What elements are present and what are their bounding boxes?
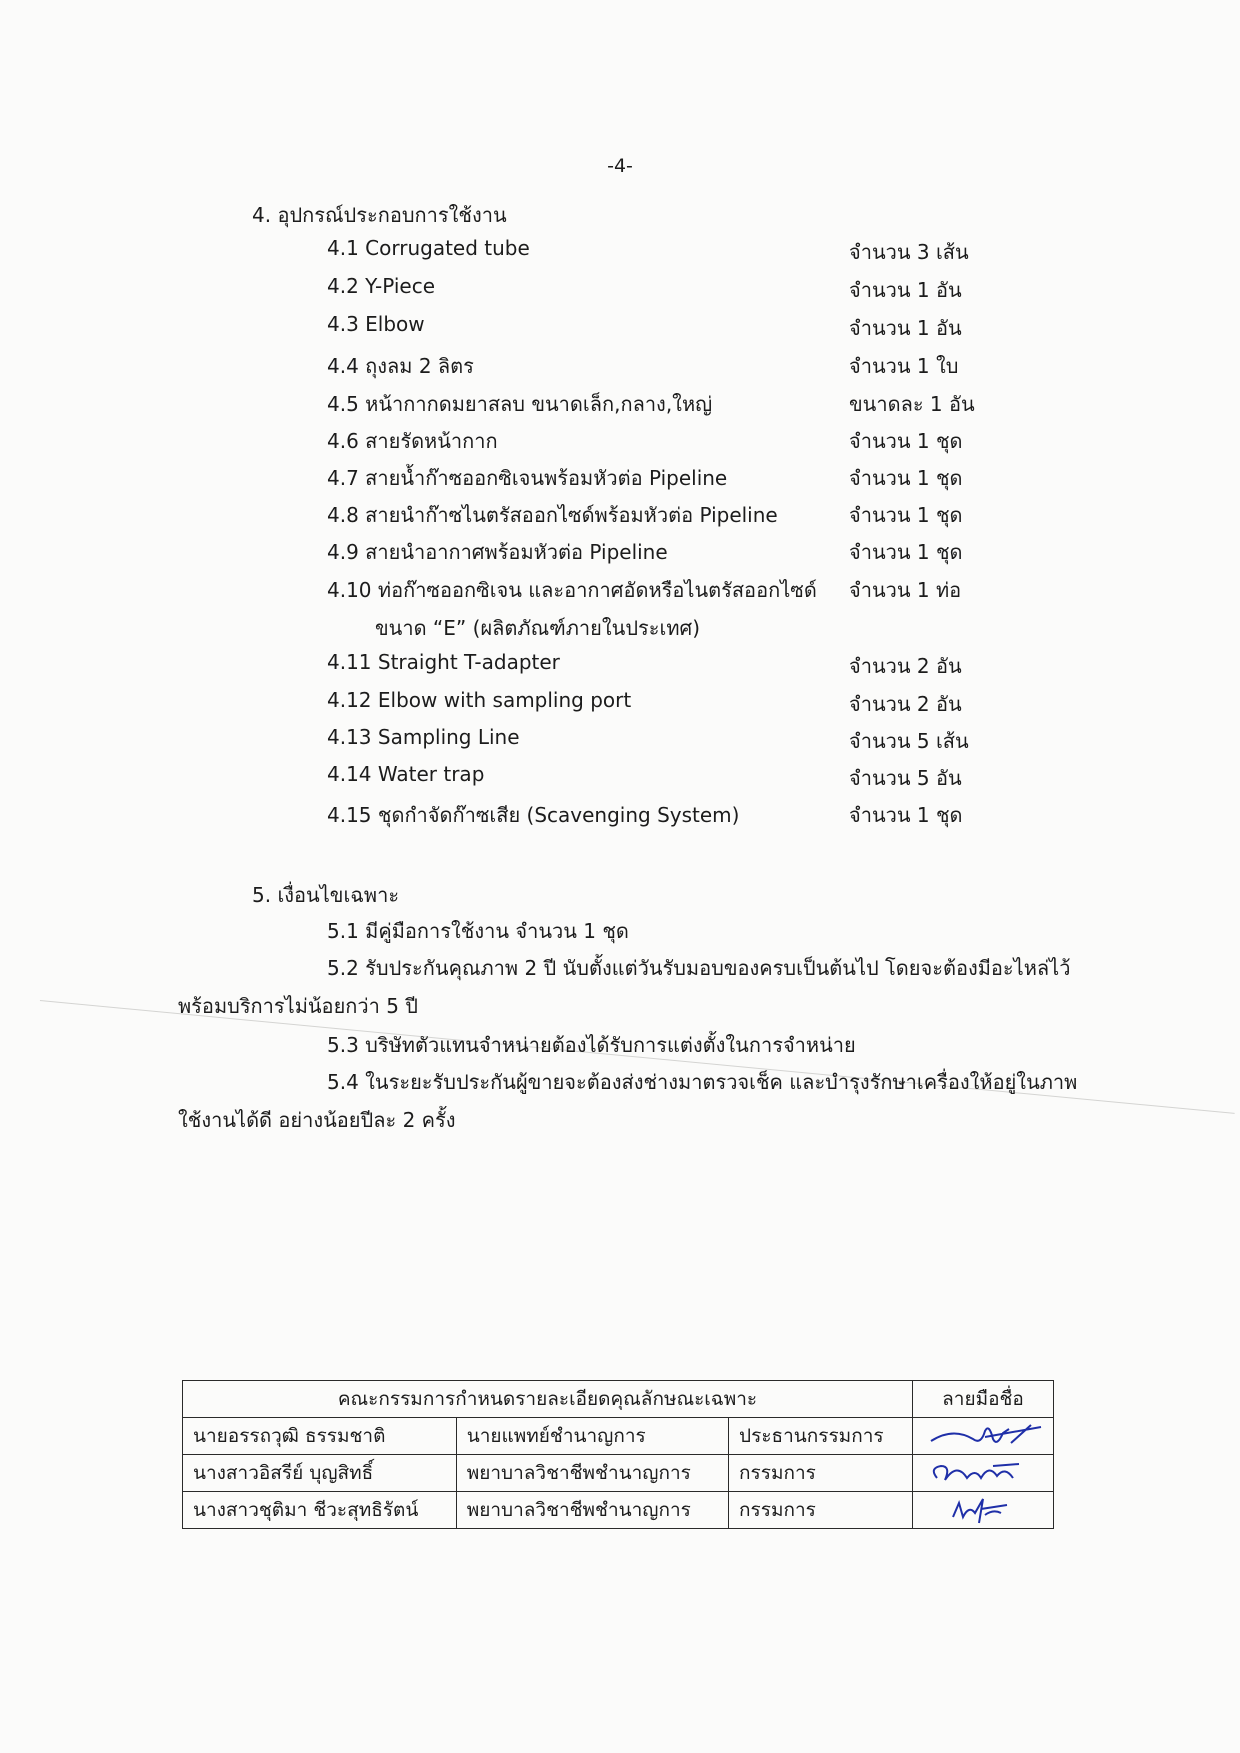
signature-mark [923, 1495, 1043, 1525]
list-item [327, 274, 1027, 308]
list-item [327, 499, 1027, 533]
list-item [327, 762, 1027, 796]
committee-table [182, 1380, 1054, 1529]
item-quantity: จำนวน 1 อัน [849, 278, 962, 302]
condition-5-2-line-2: พร้อมบริการไม่น้อยกว่า 5 ปี [178, 994, 418, 1018]
item-quantity: จำนวน 2 อัน [849, 692, 962, 716]
item-name: 4.13 Sampling Line [327, 725, 520, 749]
table-header-row [183, 1381, 1054, 1418]
list-item [327, 425, 1027, 459]
item-name: 4.6 สายรัดหน้ากาก [327, 429, 498, 453]
section-4-heading: 4. อุปกรณ์ประกอบการใช้งาน [252, 203, 507, 227]
section-5-heading: 5. เงื่อนไขเฉพาะ [252, 883, 400, 907]
table-row [183, 1418, 1054, 1455]
signature-mark [923, 1458, 1043, 1488]
member-name: นางสาวอิสรีย์ บุญสิทธิ์ [183, 1455, 457, 1492]
table-row [183, 1492, 1054, 1529]
item-quantity: ขนาดละ 1 อัน [849, 392, 975, 416]
item-quantity: จำนวน 2 อัน [849, 654, 962, 678]
item-quantity: จำนวน 1 ชุด [849, 803, 963, 827]
condition-5-4-line-1: 5.4 ในระยะรับประกันผู้ขายจะต้องส่งช่างมาตรวจเช็ค และบำรุงรักษาเครื่องให้อยู่ในภาพ [327, 1070, 1078, 1094]
member-name: นายอรรถวุฒิ ธรรมชาติ [183, 1418, 457, 1455]
condition-5-2-line-1: 5.2 รับประกันคุณภาพ 2 ปี นับตั้งแต่วันรับมอบของครบเป็นต้นไป โดยจะต้องมีอะไหล่ไว้ [327, 956, 1071, 980]
item-quantity: จำนวน 1 ชุด [849, 466, 963, 490]
item-quantity: จำนวน 1 ชุด [849, 503, 963, 527]
signature-mark [923, 1421, 1043, 1451]
list-item [327, 536, 1027, 570]
list-item [327, 236, 1027, 270]
item-quantity: จำนวน 1 ชุด [849, 429, 963, 453]
member-position: พยาบาลวิชาชีพชำนาญการ [456, 1492, 728, 1529]
signature-header: ลายมือชื่อ [913, 1381, 1054, 1418]
item-quantity: จำนวน 5 เส้น [849, 729, 969, 753]
item-name: 4.5 หน้ากากดมยาสลบ ขนาดเล็ก,กลาง,ใหญ่ [327, 392, 713, 416]
item-name: 4.8 สายนำก๊าซไนตรัสออกไซด์พร้อมหัวต่อ Pipeline [327, 503, 778, 527]
signature-cell [913, 1418, 1054, 1455]
list-item [327, 725, 1027, 759]
item-name: 4.2 Y-Piece [327, 274, 436, 298]
list-item [327, 799, 1027, 833]
page-number: -4- [607, 155, 633, 177]
item-quantity: จำนวน 1 อัน [849, 316, 962, 340]
signature-cell [913, 1492, 1054, 1529]
list-item [327, 388, 1027, 422]
condition-5-3: 5.3 บริษัทตัวแทนจำหน่ายต้องได้รับการแต่งตั้งในการจำหน่าย [327, 1033, 856, 1057]
item-name: 4.14 Water trap [327, 762, 485, 786]
item-quantity: จำนวน 1 ท่อ [849, 578, 962, 602]
item-name-continuation: ขนาด “E” (ผลิตภัณฑ์ภายในประเทศ) [375, 616, 701, 640]
member-role: กรรมการ [729, 1492, 913, 1529]
list-item [327, 350, 1027, 384]
member-position: นายแพทย์ชำนาญการ [456, 1418, 728, 1455]
item-quantity: จำนวน 5 อัน [849, 766, 962, 790]
list-item [327, 574, 1027, 608]
member-role: ประธานกรรมการ [729, 1418, 913, 1455]
list-item [327, 312, 1027, 346]
signature-cell [913, 1455, 1054, 1492]
list-item [327, 462, 1027, 496]
item-name: 4.7 สายน้ำก๊าซออกซิเจนพร้อมหัวต่อ Pipeline [327, 466, 728, 490]
item-quantity: จำนวน 1 ชุด [849, 540, 963, 564]
item-quantity: จำนวน 3 เส้น [849, 240, 969, 264]
item-quantity: จำนวน 1 ใบ [849, 354, 959, 378]
condition-5-1: 5.1 มีคู่มือการใช้งาน จำนวน 1 ชุด [327, 919, 629, 943]
item-name: 4.1 Corrugated tube [327, 236, 530, 260]
item-name: 4.9 สายนำอากาศพร้อมหัวต่อ Pipeline [327, 540, 668, 564]
member-name: นางสาวชุติมา ชีวะสุทธิรัตน์ [183, 1492, 457, 1529]
committee-header: คณะกรรมการกำหนดรายละเอียดคุณลักษณะเฉพาะ [183, 1381, 913, 1418]
item-name: 4.10 ท่อก๊าซออกซิเจน และอากาศอัดหรือไนตรัสออกไซด์ [327, 578, 817, 602]
list-item [327, 688, 1027, 722]
condition-5-4-line-2: ใช้งานได้ดี อย่างน้อยปีละ 2 ครั้ง [178, 1108, 456, 1132]
member-role: กรรมการ [729, 1455, 913, 1492]
member-position: พยาบาลวิชาชีพชำนาญการ [456, 1455, 728, 1492]
item-name: 4.3 Elbow [327, 312, 425, 336]
item-name: 4.4 ถุงลม 2 ลิตร [327, 354, 474, 378]
item-name: 4.12 Elbow with sampling port [327, 688, 632, 712]
list-item [327, 650, 1027, 684]
table-row [183, 1455, 1054, 1492]
item-name: 4.11 Straight T-adapter [327, 650, 560, 674]
item-name: 4.15 ชุดกำจัดก๊าซเสีย (Scavenging System) [327, 803, 740, 827]
